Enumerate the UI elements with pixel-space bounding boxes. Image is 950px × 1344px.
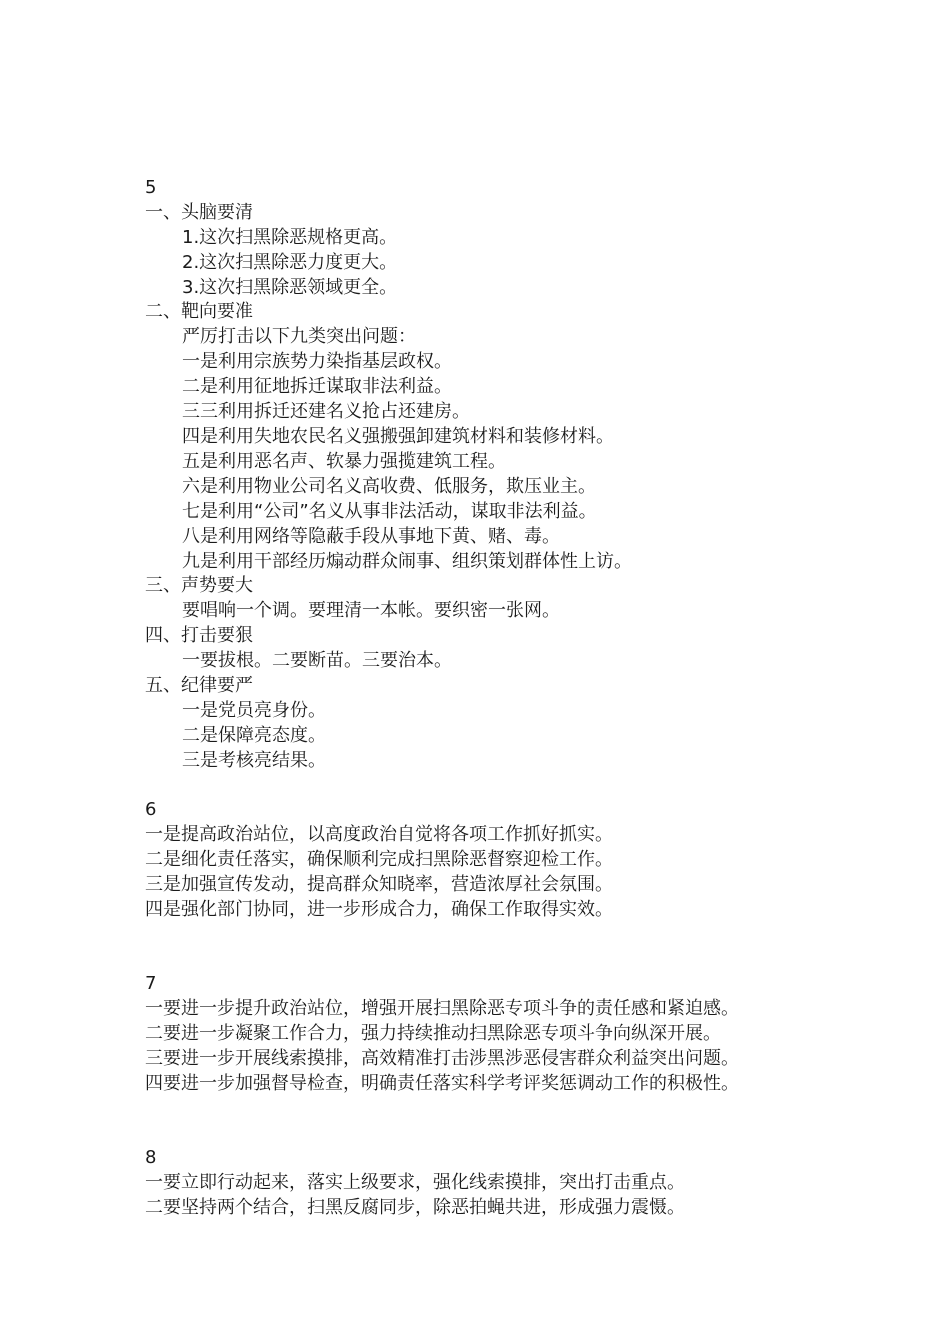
list-item: 3.这次扫黑除恶领域更全。 — [182, 277, 398, 298]
list-item: 一是利用宗族势力染指基层政权。 — [182, 351, 452, 372]
section-number: 6 — [145, 799, 157, 820]
list-item: 2.这次扫黑除恶力度更大。 — [182, 252, 398, 273]
section-number: 5 — [145, 177, 157, 198]
list-item: 二要坚持两个结合，扫黑反腐同步，除恶拍蝇共进，形成强力震慑。 — [145, 1197, 685, 1218]
list-item: 四是利用失地农民名义强搬强卸建筑材料和装修材料。 — [182, 426, 614, 447]
list-item: 九是利用干部经历煽动群众闹事、组织策划群体性上访。 — [182, 551, 632, 572]
list-item: 要唱响一个调。要理清一本帐。要织密一张网。 — [182, 600, 560, 621]
section-number: 7 — [145, 973, 157, 994]
list-item: 一是提高政治站位，以高度政治自觉将各项工作抓好抓实。 — [145, 824, 613, 845]
list-item: 二是保障亮态度。 — [182, 725, 326, 746]
list-item: 一是党员亮身份。 — [182, 700, 326, 721]
list-item: 一要立即行动起来，落实上级要求，强化线索摸排，突出打击重点。 — [145, 1172, 685, 1193]
list-item: 一要进一步提升政治站位，增强开展扫黑除恶专项斗争的责任感和紧迫感。 — [145, 998, 739, 1019]
list-item: 三是考核亮结果。 — [182, 750, 326, 771]
section-heading: 三、声势要大 — [145, 575, 253, 596]
list-item: 严厉打击以下九类突出问题： — [182, 326, 416, 347]
list-item: 一要拔根。二要断苗。三要治本。 — [182, 650, 452, 671]
list-item: 三是加强宣传发动，提高群众知晓率，营造浓厚社会氛围。 — [145, 874, 613, 895]
section-number: 8 — [145, 1147, 157, 1168]
list-item: 八是利用网络等隐蔽手段从事地下黄、赌、毒。 — [182, 526, 560, 547]
section-heading: 四、打击要狠 — [145, 625, 253, 646]
list-item: 三三利用拆迁还建名义抢占还建房。 — [182, 401, 470, 422]
list-item: 二要进一步凝聚工作合力，强力持续推动扫黑除恶专项斗争向纵深开展。 — [145, 1023, 721, 1044]
list-item: 五是利用恶名声、软暴力强揽建筑工程。 — [182, 451, 506, 472]
list-item: 三要进一步开展线索摸排，高效精准打击涉黑涉恶侵害群众利益突出问题。 — [145, 1048, 739, 1069]
list-item: 1.这次扫黑除恶规格更高。 — [182, 227, 398, 248]
list-item: 七是利用“公司”名义从事非法活动，谋取非法利益。 — [182, 501, 597, 522]
section-heading: 二、靶向要准 — [145, 301, 253, 322]
list-item: 二是利用征地拆迁谋取非法利益。 — [182, 376, 452, 397]
list-item: 四要进一步加强督导检查，明确责任落实科学考评奖惩调动工作的积极性。 — [145, 1073, 739, 1094]
list-item: 六是利用物业公司名义高收费、低服务，欺压业主。 — [182, 476, 596, 497]
section-heading: 五、纪律要严 — [145, 675, 253, 696]
list-item: 二是细化责任落实，确保顺利完成扫黑除恶督察迎检工作。 — [145, 849, 613, 870]
list-item: 四是强化部门协同，进一步形成合力，确保工作取得实效。 — [145, 899, 613, 920]
section-heading: 一、头脑要清 — [145, 202, 253, 223]
